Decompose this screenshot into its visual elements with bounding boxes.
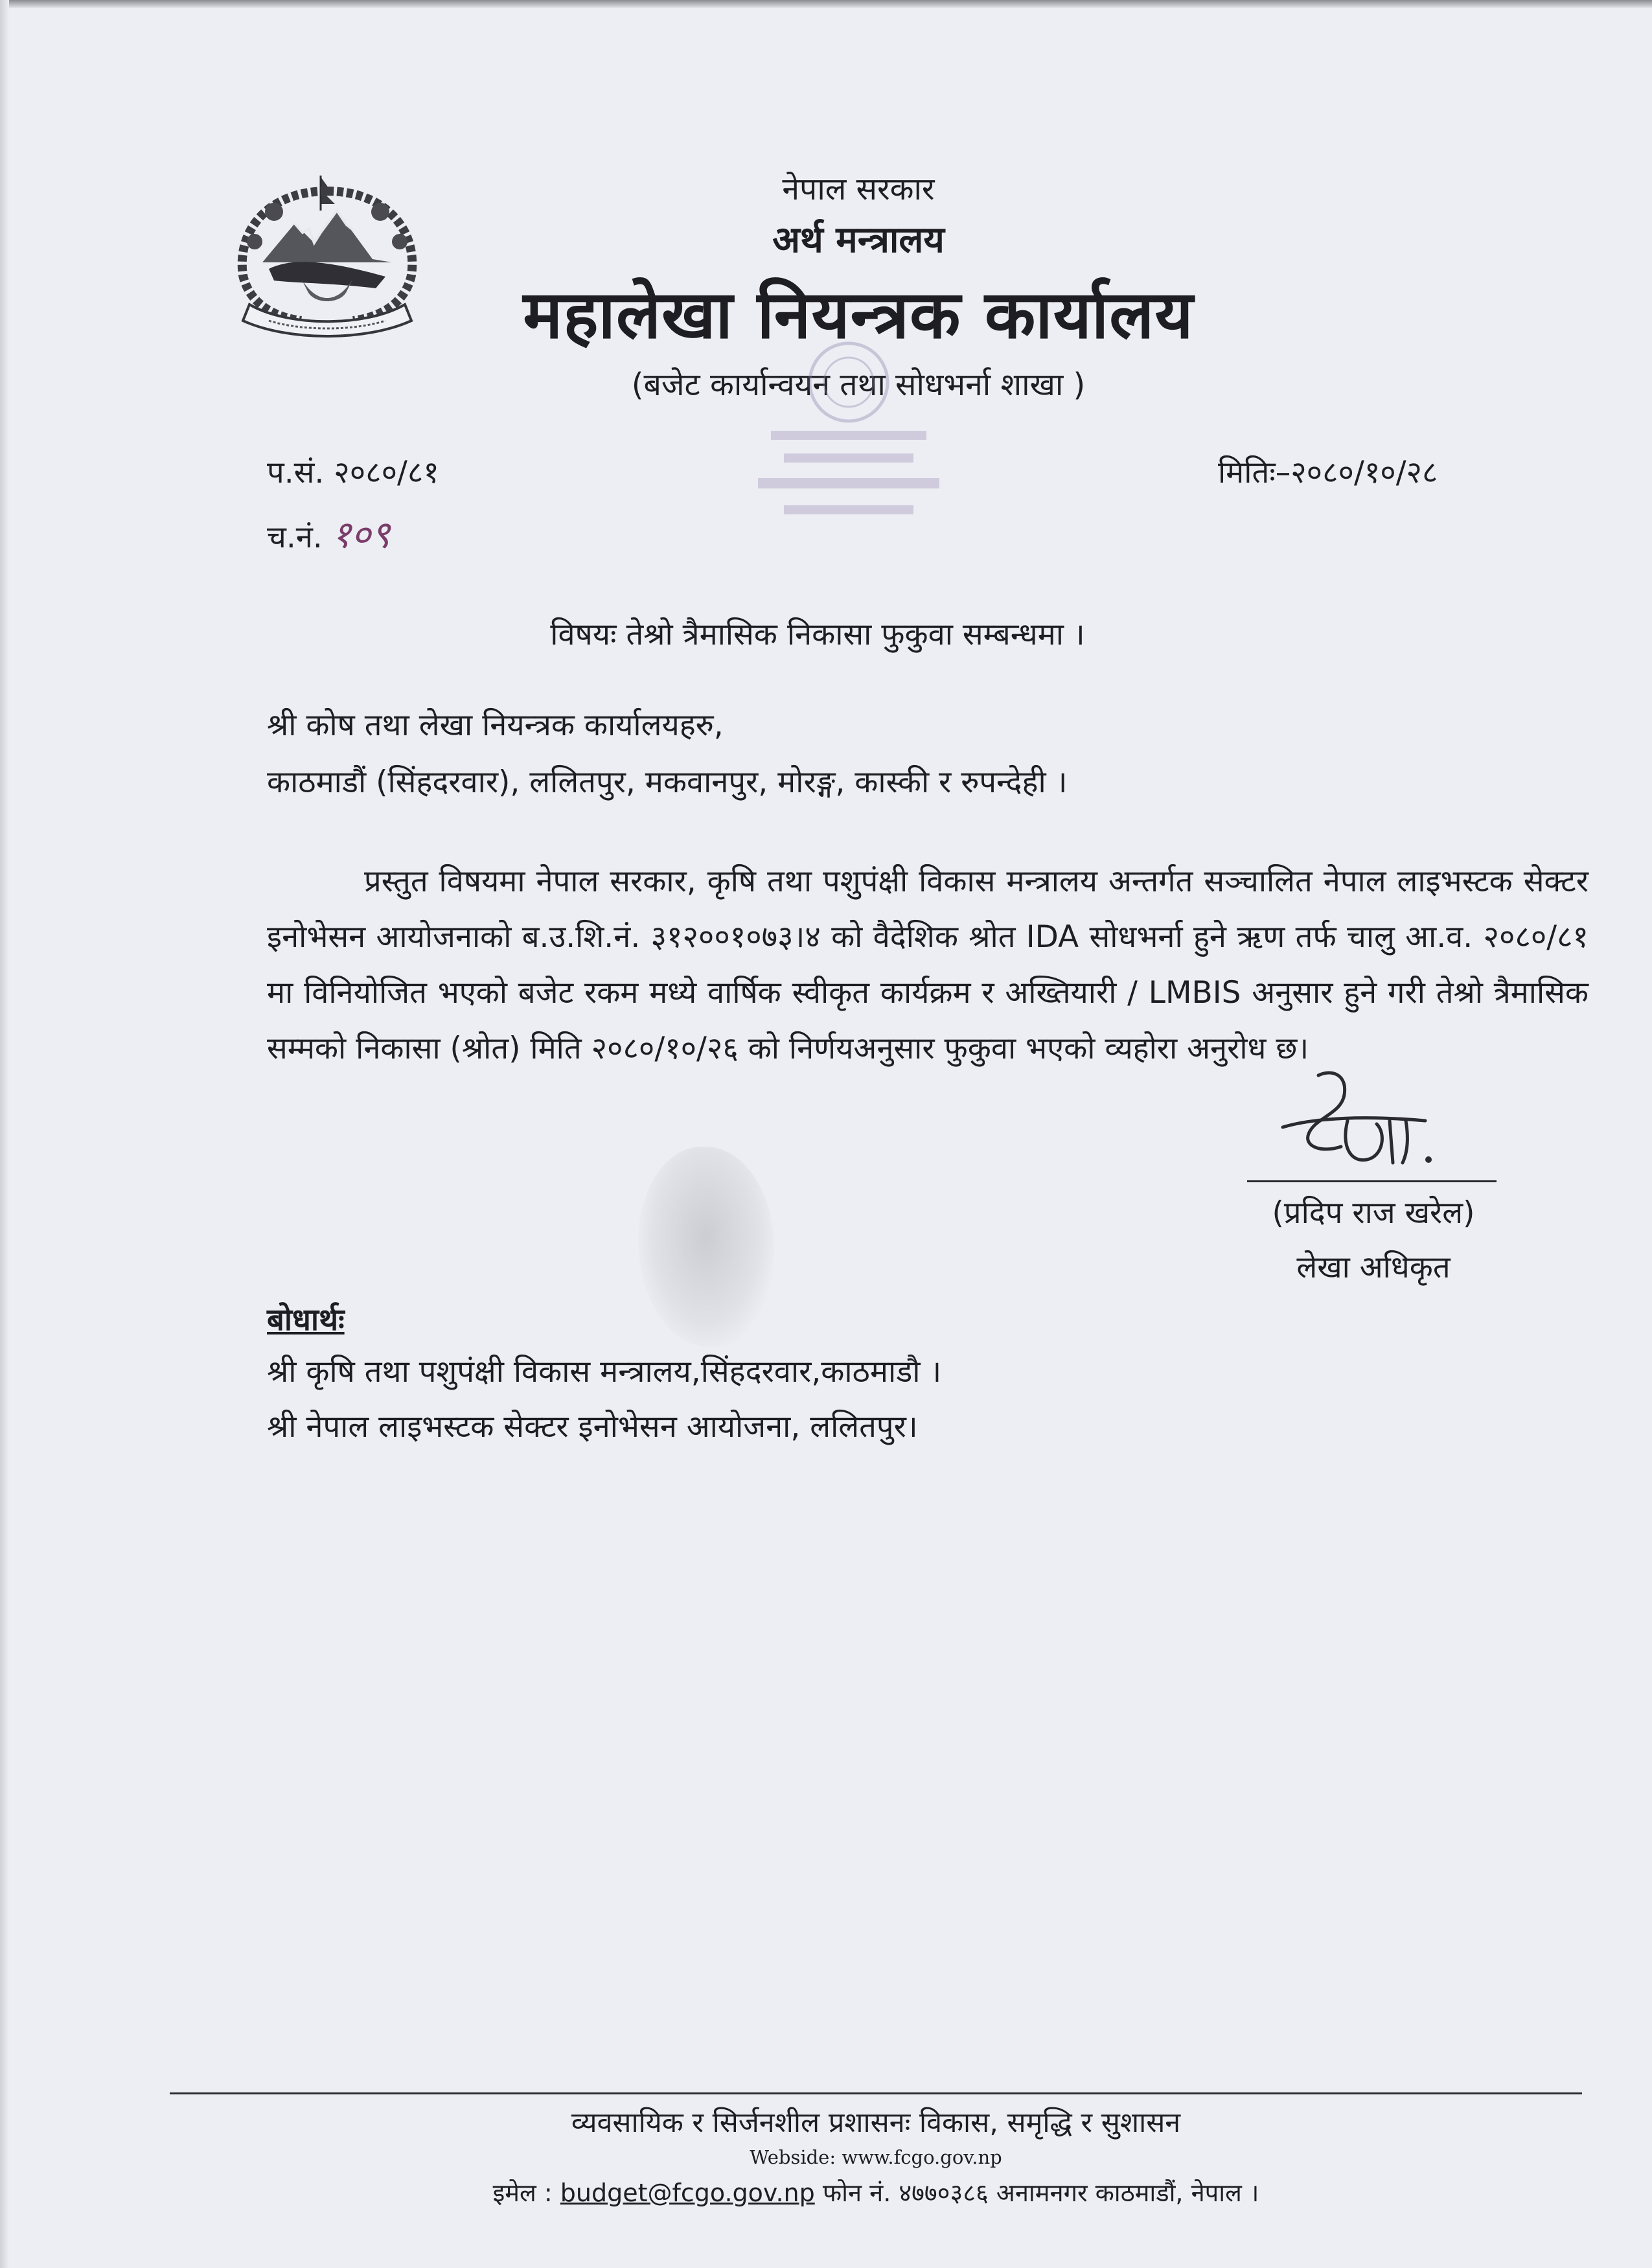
government-name: नेपाल सरकार xyxy=(782,171,935,207)
cc-item: श्री नेपाल लाइभस्टक सेक्टर इनोभेसन आयोजना, ललितपुर। xyxy=(267,1409,918,1445)
office-stamp xyxy=(719,324,978,557)
phone-address: फोन नं. ४७७०३८६ अनामनगर काठमाडौं, नेपाल । xyxy=(822,2179,1259,2207)
cc-item: श्री कृषि तथा पशुपंक्षी विकास मन्त्रालय,सिंहदरवार,काठमाडौ । xyxy=(267,1354,942,1390)
footer-motto: व्यवसायिक र सिर्जनशील प्रशासनः विकास, समृद्धि र सुशासन xyxy=(571,2107,1181,2139)
email-label: इमेल : xyxy=(492,2179,553,2207)
dispatch-label: च.नं. xyxy=(267,520,323,555)
scan-edge-left xyxy=(0,0,9,2268)
dispatch-number: १०९ xyxy=(331,512,391,556)
addressee-line: काठमाडौं (सिंहदरवार), ललितपुर, मकवानपुर, मोरङ्ग, कास्की र रुपन्देही । xyxy=(267,764,1068,800)
ministry-name: अर्थ मन्त्रालय xyxy=(772,219,945,261)
scan-edge-top xyxy=(0,0,1652,8)
cc-heading: बोधार्थः xyxy=(267,1302,345,1338)
letter-body: प्रस्तुत विषयमा नेपाल सरकार, कृषि तथा पशुपंक्षी विकास मन्त्रालय अन्तर्गत सञ्चालित नेपाल लाइभस्टक सेक्टर इनोभेसन आयोजनाको ब.उ.शि.नं. ३१२००१०७३।४ को वैदेशिक श्रोत IDA सोधभर्ना हुने ऋण तर्फ चालु आ.व. २०८०/८१ मा विनियोजित भएको बजेट रकम मध्ये वार्षिक स्वीकृत कार्यक्रम र अख्तियारी / LMBIS अनुसार हुने गरी तेश्रो त्रैमासिक सम्मको निकासा (श्रोत) मिति २०८०/१०/२६ को निर्णयअनुसार फुकुवा भएको व्यहोरा अनुरोध छ। xyxy=(267,864,1589,1066)
handwritten-signature-icon xyxy=(1270,1056,1477,1186)
office-name: महालेखा नियन्त्रक कार्यालय xyxy=(523,277,1194,354)
reference-number: प.सं. २०८०/८१ xyxy=(267,455,439,490)
addressee-line: श्री कोष तथा लेखा नियन्त्रक कार्यालयहरु, xyxy=(267,707,724,743)
nepal-government-emblem-icon xyxy=(224,165,431,340)
dispatch-number-row xyxy=(267,507,390,558)
signatory-title: लेखा अधिकृत xyxy=(1296,1250,1451,1285)
fingerprint-smudge xyxy=(638,1147,774,1347)
letter-date: मितिः–२०८०/१०/२८ xyxy=(1218,455,1438,490)
footer-website: Webside: www.fcgo.gov.np xyxy=(750,2146,1002,2168)
email-link[interactable]: budget@fcgo.gov.np xyxy=(560,2179,815,2207)
footer-divider xyxy=(170,2092,1582,2094)
signature-line xyxy=(1247,1180,1497,1182)
footer-contact xyxy=(170,2175,1582,2209)
branch-name: (बजेट कार्यान्वयन तथा सोधभर्ना शाखा ) xyxy=(631,367,1086,403)
signatory-name: (प्रदिप राज खरेल) xyxy=(1272,1195,1475,1231)
letter-subject: विषयः तेश्रो त्रैमासिक निकासा फुकुवा सम्बन्धमा । xyxy=(550,617,1085,652)
